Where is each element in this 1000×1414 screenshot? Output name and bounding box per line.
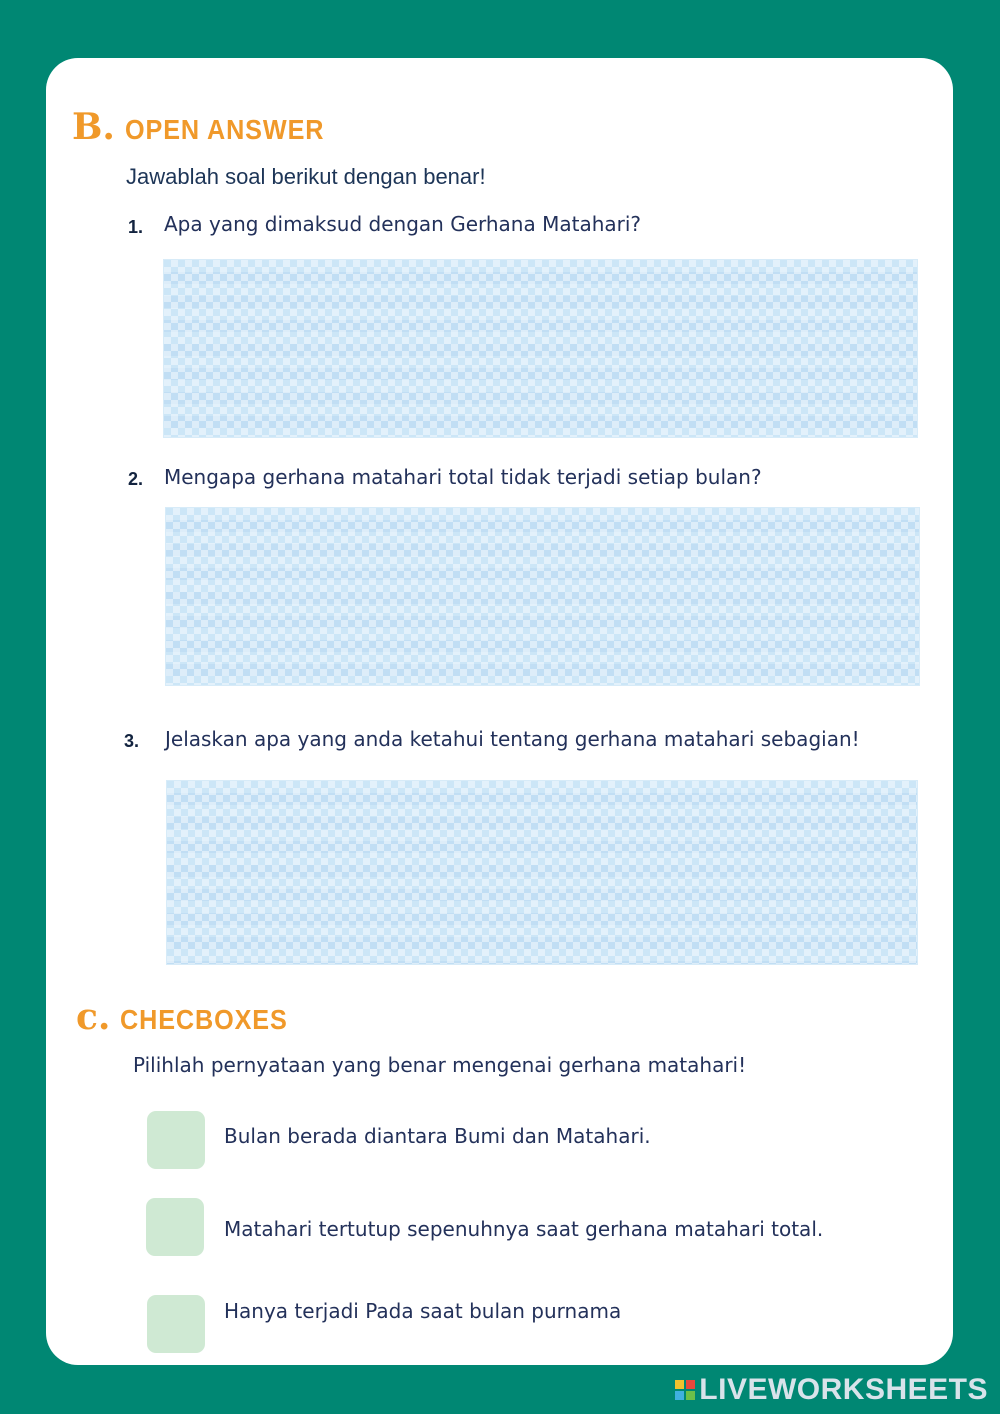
logo-text: LIVEWORKSHEETS: [699, 1373, 988, 1406]
logo-block: [686, 1380, 695, 1389]
section-b-header: [72, 106, 347, 148]
logo-block: [675, 1380, 684, 1389]
option-3-label: Hanya terjadi Pada saat bulan purnama: [224, 1299, 622, 1323]
option-2-label: Matahari tertutup sepenuhnya saat gerhana matahari total.: [224, 1217, 824, 1241]
option-1-checkbox[interactable]: [147, 1111, 205, 1169]
answer-box-2[interactable]: [165, 507, 920, 686]
question-1-text: Apa yang dimaksud dengan Gerhana Matahari?: [164, 212, 642, 236]
question-2-text: Mengapa gerhana matahari total tidak terjadi setiap bulan?: [164, 465, 762, 489]
answer-box-1[interactable]: [163, 259, 918, 438]
option-3-checkbox[interactable]: [147, 1295, 205, 1353]
logo-blocks-icon: [675, 1380, 695, 1400]
option-1-label: Bulan berada diantara Bumi dan Matahari.: [224, 1124, 651, 1148]
answer-box-3[interactable]: [166, 780, 918, 965]
question-1-number: 1.: [128, 217, 144, 237]
logo-block: [686, 1391, 695, 1400]
section-c-title: CHECBOXES: [120, 1004, 289, 1035]
option-2-checkbox[interactable]: [146, 1198, 204, 1256]
section-c-letter: c.: [76, 996, 111, 1038]
section-b-instruction: Jawablah soal berikut dengan benar!: [126, 164, 486, 189]
question-3-text: Jelaskan apa yang anda ketahui tentang gerhana matahari sebagian!: [165, 727, 860, 751]
section-c-instruction: Pilihlah pernyataan yang benar mengenai gerhana matahari!: [133, 1053, 747, 1077]
section-b-title: OPEN ANSWER: [124, 114, 325, 145]
logo-block: [675, 1391, 684, 1400]
question-3-number: 3.: [124, 731, 140, 751]
question-2-number: 2.: [128, 469, 144, 489]
section-c-header: [76, 996, 307, 1038]
liveworksheets-logo: [675, 1373, 988, 1407]
section-b-letter: B.: [72, 106, 115, 148]
